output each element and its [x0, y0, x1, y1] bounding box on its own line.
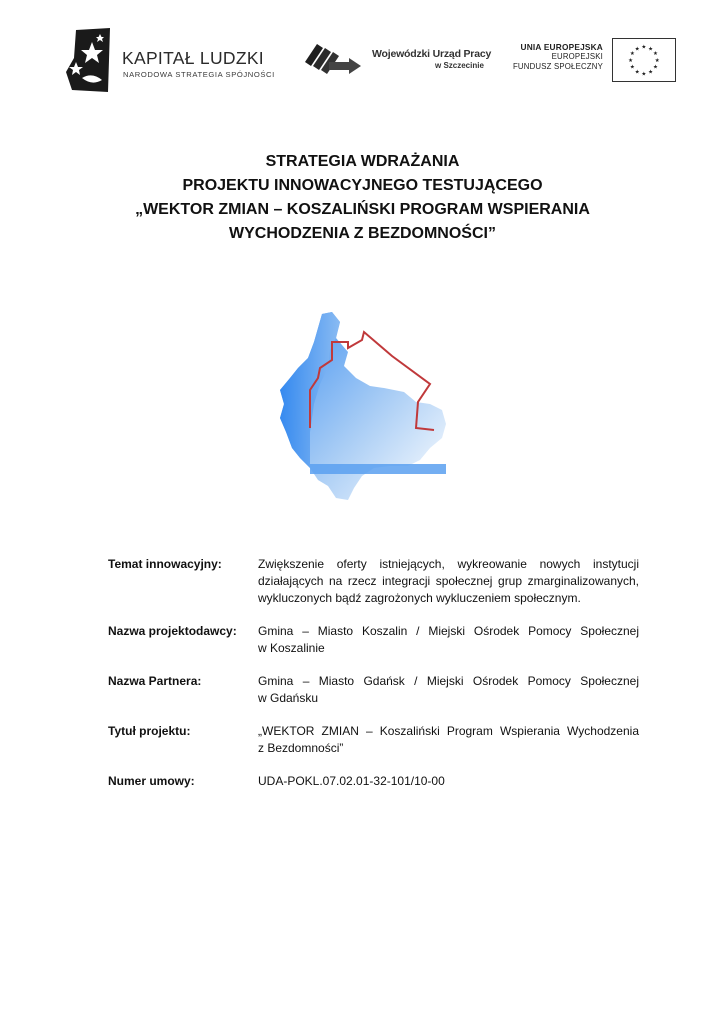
kapital-ludzki-emblem-icon	[62, 28, 112, 94]
title-line-3: „WEKTOR ZMIAN – KOSZALIŃSKI PROGRAM WSPIERANIA	[135, 201, 590, 218]
eu-star-icon: ★	[648, 46, 654, 53]
kapital-ludzki-subtitle: NARODOWA STRATEGIA SPÓJNOŚCI	[123, 70, 275, 79]
info-label: Tytuł projektu:	[108, 724, 191, 738]
wup-arrows-icon	[303, 40, 363, 76]
eu-star-icon: ★	[634, 46, 640, 53]
document-title	[60, 150, 665, 246]
eu-line-2: EUROPEJSKI	[551, 52, 603, 61]
info-value-line: w Gdańsku	[258, 691, 319, 705]
info-value-line: wykluczonych bądź zagrożonych wykluczeniem społecznym.	[258, 591, 581, 605]
region-map-house-logo	[270, 308, 460, 504]
info-value-line: Zwiększenie oferty istniejących, wykreowanie nowych instytucji	[258, 557, 639, 571]
info-value-line: „WEKTOR ZMIAN – Koszaliński Program Wspierania Wychodzenia	[258, 724, 639, 738]
eu-star-icon: ★	[629, 64, 636, 71]
eu-star-icon: ★	[634, 69, 640, 76]
wup-title: Wojewódzki Urząd Pracy	[372, 48, 492, 60]
eu-star-icon: ★	[648, 69, 654, 76]
info-value-line: UDA-POKL.07.02.01-32-101/10-00	[258, 774, 445, 788]
info-value	[258, 673, 639, 707]
eu-logo	[508, 38, 678, 84]
info-value-line: z Bezdomności”	[258, 741, 344, 755]
eu-star-icon: ★	[629, 51, 636, 58]
eu-line-3: FUNDUSZ SPOŁECZNY	[512, 62, 603, 71]
info-label: Nazwa Partnera:	[108, 674, 202, 688]
eu-star-icon: ★	[641, 71, 647, 78]
eu-text	[513, 42, 603, 72]
logo-header	[0, 0, 725, 110]
info-row-partner	[108, 673, 639, 707]
info-value	[258, 556, 639, 607]
info-row-applicant	[108, 623, 639, 657]
title-line-2: PROJEKTU INNOWACYJNEGO TESTUJĄCEGO	[182, 177, 543, 194]
info-label: Numer umowy:	[108, 774, 195, 788]
info-value	[258, 723, 639, 757]
wup-subtitle: w Szczecinie	[435, 61, 484, 70]
info-value-line: Gmina – Miasto Koszalin / Miejski Ośrodek Pomocy Społecznej	[258, 624, 639, 638]
title-line-4: WYCHODZENIA Z BEZDOMNOŚCI”	[229, 225, 496, 242]
info-value-line: Gmina – Miasto Gdańsk / Miejski Ośrodek Pomocy Społecznej	[258, 674, 639, 688]
wup-logo	[303, 40, 493, 80]
info-value	[258, 773, 639, 790]
eu-star-icon: ★	[652, 51, 659, 58]
project-info	[108, 556, 639, 806]
info-row-agreement-number	[108, 773, 639, 790]
info-label: Nazwa projektodawcy:	[108, 624, 237, 638]
info-row-project-title	[108, 723, 639, 757]
eu-star-icon: ★	[652, 64, 659, 71]
kapital-ludzki-logo	[62, 28, 282, 98]
eu-flag-icon	[612, 38, 676, 82]
info-value-line: działających na rzecz integracji społecznej grup zmarginalizowanych,	[258, 574, 639, 588]
info-row-innovation-topic	[108, 556, 639, 607]
eu-star-icon: ★	[654, 57, 660, 64]
title-line-1: STRATEGIA WDRAŻANIA	[265, 153, 460, 170]
info-label: Temat innowacyjny:	[108, 557, 222, 571]
info-value-line: w Koszalinie	[258, 641, 325, 655]
eu-star-icon: ★	[641, 44, 647, 51]
eu-line-1: UNIA EUROPEJSKA	[520, 42, 603, 52]
kapital-ludzki-title: KAPITAŁ LUDZKI	[122, 48, 264, 68]
eu-star-icon: ★	[628, 57, 634, 64]
info-value	[258, 623, 639, 657]
